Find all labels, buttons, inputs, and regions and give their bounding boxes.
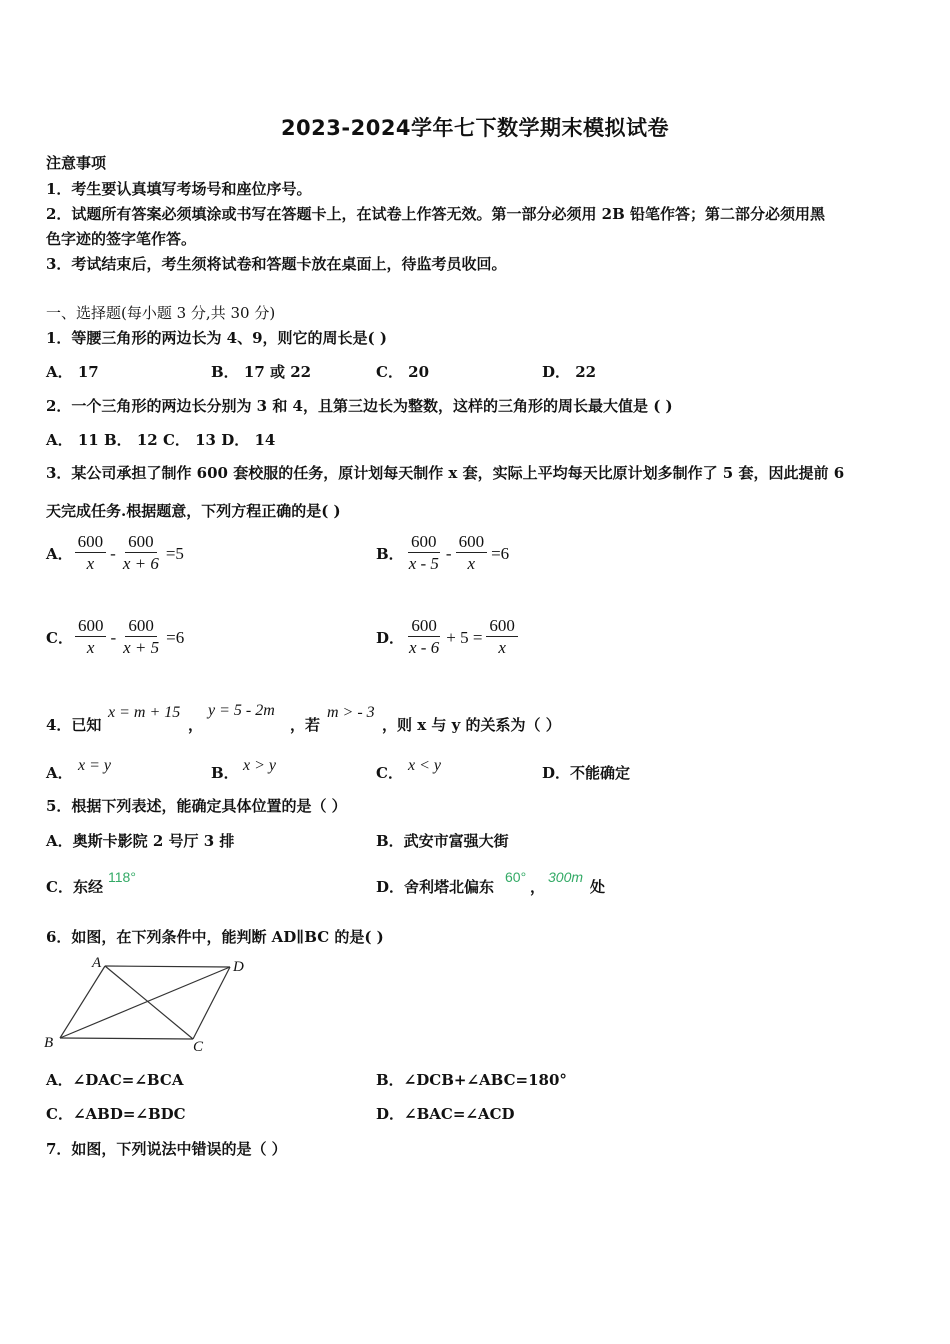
q5-option-c-degree: 118° (108, 869, 136, 885)
q6-option-d: D．∠BAC=∠ACD (376, 1105, 515, 1123)
q5-option-a: A．奥斯卡影院 2 号厅 3 排 (46, 832, 235, 850)
notice-item-3: 3．考试结束后，考生须将试卷和答题卡放在桌面上，待监考员收回。 (46, 255, 507, 273)
q1-stem: 1．等腰三角形的两边长为 4、9，则它的周长是( ) (46, 329, 387, 347)
q1-option-b: B． 17 或 22 (211, 363, 312, 381)
q4-if: ，若 (290, 716, 321, 734)
notice-heading: 注意事项 (46, 154, 107, 172)
q3-stem-cont: 天完成任务.根据题意，下列方程正确的是( ) (46, 502, 341, 520)
fraction: $\frac{600}{x}$ (75, 532, 107, 575)
section-heading: 一、选择题(每小题 3 分,共 30 分) (46, 304, 276, 322)
q7-stem: 7．如图，下列说法中错误的是（ ） (46, 1140, 287, 1158)
q6-stem: 6．如图，在下列条件中，能判断 AD∥BC 的是( ) (46, 928, 384, 946)
q1-option-a: A． 17 (46, 363, 99, 381)
side-dc (193, 967, 230, 1039)
vertex-label-c: C (193, 1039, 204, 1055)
q4-option-c-label: C． (376, 764, 403, 782)
q4-option-a-label: A． (46, 764, 73, 782)
q2-options: A． 11 B． 12 C． 13 D． 14 (46, 431, 276, 449)
side-ad (105, 966, 230, 967)
q5-option-d-sep: ， (530, 878, 546, 896)
q1-option-c: C． 20 (376, 363, 430, 381)
q4-option-d: D．不能确定 (542, 764, 631, 782)
q5-option-d-distance: 300m (548, 869, 584, 885)
q5-option-b: B．武安市富强大街 (376, 832, 509, 850)
q5-stem: 5．根据下列表述，能确定具体位置的是（ ） (46, 797, 347, 815)
diagonal-bd (60, 967, 230, 1038)
vertex-label-b: B (44, 1035, 54, 1051)
q3-option-c: C． $\frac{600}{x}$ - $\frac{600}{x + 5}$ =6 (46, 616, 185, 657)
q4-comma: ， (188, 716, 204, 734)
notice-item-2: 2．试题所有答案必须填涂或书写在答题卡上，在试卷上作答无效。第一部分必须用 2B 铅笔作答；第二部分必须用黑 (46, 205, 826, 223)
q4-option-b: x > y (243, 757, 276, 774)
notice-item-2-cont: 色字迹的签字笔作答。 (46, 230, 197, 248)
q1-option-d: D． 22 (542, 363, 597, 381)
q4-expr-y: y = 5 - 2m (208, 702, 275, 719)
vertex-label-d: D (233, 959, 244, 975)
fraction: $\frac{600}{x}$ (75, 616, 107, 659)
q3-option-b: B． $\frac{600}{x - 5}$ - $\frac{600}{x}$ =6 (376, 532, 510, 573)
diagonal-ac (105, 966, 193, 1039)
parallelogram-figure (40, 950, 260, 1060)
q5-option-c: C．东经 (46, 878, 103, 896)
q6-option-b: B．∠DCB+∠ABC=180° (376, 1071, 567, 1089)
q3-stem: 3．某公司承担了制作 600 套校服的任务，原计划每天制作 x 套，实际上平均每天比原计划多制作了 5 套，因此提前 6 (46, 464, 845, 482)
side-bc (60, 1038, 193, 1039)
q6-option-c: C．∠ABD=∠BDC (46, 1105, 186, 1123)
fraction: $\frac{600}{x + 6}$ (122, 532, 159, 573)
vertex-label-a: A (92, 955, 102, 971)
q4-option-c: x < y (408, 757, 441, 774)
fraction: $\frac{600}{x - 5}$ (408, 532, 439, 573)
option-label: A． (46, 545, 73, 563)
option-label: C． (46, 629, 73, 647)
q3-option-d: D． $\frac{600}{x - 6}$ + 5 = $\frac{600}{x}$ (376, 616, 520, 659)
fraction: $\frac{600}{x + 5}$ (123, 616, 160, 657)
option-label: D． (376, 629, 405, 647)
fraction: $\frac{600}{x - 6}$ (409, 616, 440, 657)
page-title: 2023-2024学年七下数学期末模拟试卷 (280, 116, 670, 140)
fraction: $\frac{600}{x}$ (456, 532, 488, 575)
q4-expr-x: x = m + 15 (108, 704, 181, 721)
q2-stem: 2．一个三角形的两边长分别为 3 和 4，且第三边长为整数，这样的三角形的周长最大值是 ( ) (46, 397, 673, 415)
fraction: $\frac{600}{x}$ (486, 616, 518, 659)
option-label: B． (376, 545, 404, 563)
q4-option-a: x = y (78, 757, 111, 774)
q5-option-d-degree: 60° (505, 869, 527, 885)
q4-stem-prefix: 4．已知 (46, 716, 102, 734)
q6-option-a: A．∠DAC=∠BCA (46, 1071, 184, 1089)
q4-stem-suffix: ，则 x 与 y 的关系为（ ） (382, 716, 561, 734)
q3-option-a: A． $\frac{600}{x}$ - $\frac{600}{x + 6}$ =5 (46, 532, 184, 573)
q5-option-d-end: 处 (590, 878, 606, 896)
q4-expr-m: m > - 3 (327, 704, 375, 721)
q5-option-d: D．舍利塔北偏东 (376, 878, 495, 896)
notice-item-1: 1．考生要认真填写考场号和座位序号。 (46, 180, 312, 198)
q4-option-b-label: B． (211, 764, 239, 782)
side-ab (60, 966, 105, 1038)
